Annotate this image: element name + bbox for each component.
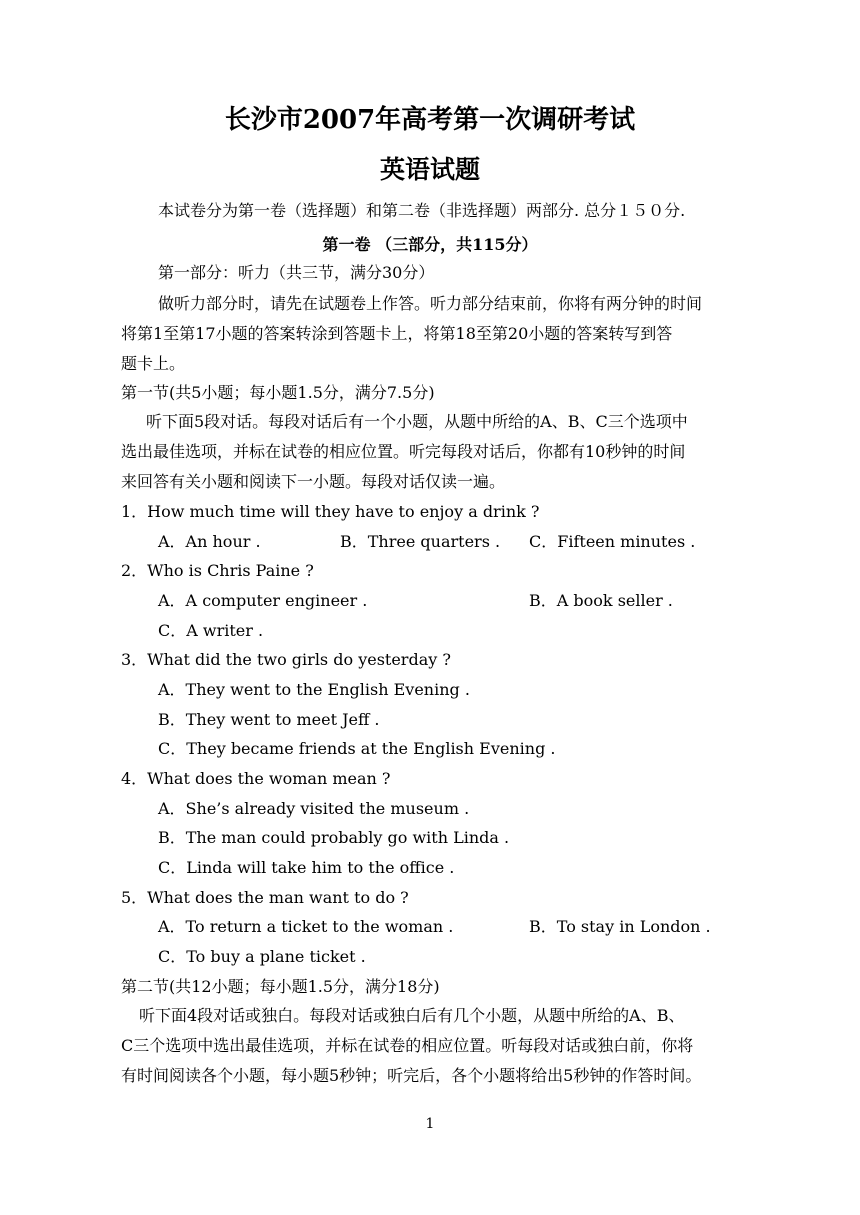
option-b: B．A book seller . [529, 591, 673, 610]
option-a: A．She’s already visited the museum . [158, 799, 470, 818]
option-a: A．To return a ticket to the woman . [158, 917, 454, 936]
option-a: A．They went to the English Evening . [158, 680, 470, 699]
instruction-line: 将第1至第17小题的答案转涂到答题卡上，将第18至第20小题的答案转写到答 [121, 324, 673, 343]
section1-direction: 来回答有关小题和阅读下一小题。每段对话仅读一遍。 [121, 472, 506, 491]
option-c: C．They became friends at the English Evening . [158, 739, 556, 758]
page-number: 1 [425, 1116, 435, 1132]
option-a: A．A computer engineer . [158, 591, 368, 610]
intro-text: 本试卷分为第一卷（选择题）和第二卷（非选择题）两部分. 总分１５０分. [158, 201, 686, 220]
option-b: B．The man could probably go with Linda . [158, 828, 510, 847]
section2-direction: 有时间阅读各个小题，每小题5秒钟；听完后，各个小题将给出5秒钟的作答时间。 [121, 1066, 702, 1085]
part-heading: 第一部分：听力（共三节，满分30分） [158, 263, 435, 282]
option-b: B．They went to meet Jeff . [158, 710, 380, 729]
question-5: 5．What does the man want to do ? [121, 888, 409, 907]
section2-direction: 听下面4段对话或独白。每段对话或独白后有几个小题，从题中所给的A、B、 [139, 1006, 685, 1025]
option-c: C．To buy a plane ticket . [158, 947, 366, 966]
instruction-line: 题卡上。 [121, 354, 186, 373]
section1-direction: 听下面5段对话。每段对话后有一个小题，从题中所给的A、B、C三个选项中 [146, 412, 688, 431]
section2-heading: 第二节(共12小题；每小题1.5分，满分18分) [121, 977, 440, 996]
option-c: C．Linda will take him to the office . [158, 858, 455, 877]
exam-title: 长沙市2007年高考第一次调研考试 [224, 105, 636, 135]
question-3: 3．What did the two girls do yesterday ? [121, 650, 451, 669]
section1-heading: 第一节(共5小题；每小题1.5分，满分7.5分) [121, 383, 435, 402]
instruction-line: 做听力部分时，请先在试题卷上作答。听力部分结束前，你将有两分钟的时间 [158, 294, 703, 313]
section2-direction: C三个选项中选出最佳选项，并标在试卷的相应位置。听每段对话或独白前，你将 [121, 1036, 694, 1055]
question-2: 2．Who is Chris Paine ? [121, 561, 314, 580]
question-4: 4．What does the woman mean ? [121, 769, 391, 788]
option-b: B．Three quarters . [340, 532, 501, 551]
option-c: C．A writer . [158, 621, 264, 640]
question-1: 1．How much time will they have to enjoy a drink ? [121, 502, 540, 521]
option-a: A．An hour . [158, 532, 261, 551]
section1-direction: 选出最佳选项，并标在试卷的相应位置。听完每段对话后，你都有10秒钟的时间 [121, 442, 686, 461]
option-c: C．Fifteen minutes . [529, 532, 696, 551]
volume-heading: 第一卷 （三部分，共115分） [322, 235, 538, 254]
option-b: B．To stay in London . [529, 917, 711, 936]
exam-subtitle: 英语试题 [379, 155, 480, 184]
